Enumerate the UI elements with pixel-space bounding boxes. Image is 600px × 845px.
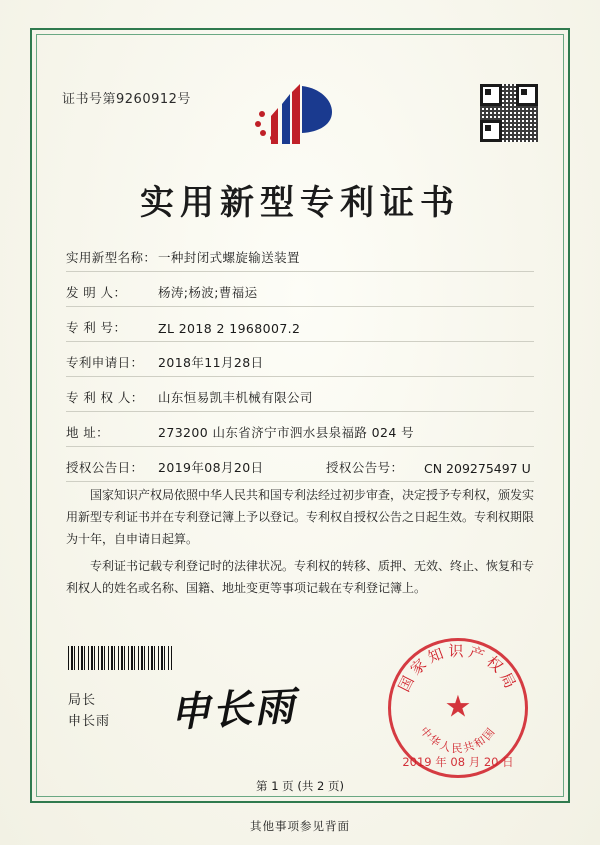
field-label: 专利申请日： <box>66 355 144 370</box>
field-value: 山东恒易凯丰机械有限公司 <box>158 390 313 405</box>
field-value: 273200 山东省济宁市泗水县泉福路 024 号 <box>158 425 414 440</box>
field-row-patentee <box>66 388 534 412</box>
svg-text:国家知识产权局: 国家知识产权局 <box>394 642 522 695</box>
legal-text <box>66 484 534 603</box>
field-row-grant-announcement <box>66 458 534 482</box>
legal-paragraph-1: 国家知识产权局依照中华人民共和国专利法经过初步审查，决定授予专利权，颁发实用新型专利证书并在专利登记簿上予以登记。专利权自授权公告之日起生效。专利权期限为十年，自申请日起算。 <box>66 488 535 547</box>
handwritten-signature: 申长雨 <box>169 682 298 737</box>
barcode-icon <box>68 646 172 670</box>
signature-block <box>68 690 110 733</box>
field-label: 专 利 号： <box>66 320 127 335</box>
field-label: 地 址： <box>66 425 110 440</box>
border-corner-top-left <box>30 28 54 52</box>
field-row-application-date <box>66 353 534 377</box>
back-page-note: 其他事项参见背面 <box>250 819 350 833</box>
field-row-inventor <box>66 283 534 307</box>
border-corner-top-right <box>546 28 570 52</box>
field-value: 杨涛;杨波;曹福运 <box>158 285 258 300</box>
page-title: 实用新型专利证书 <box>140 183 460 223</box>
field-label: 发 明 人： <box>66 285 127 300</box>
director-name-label: 申长雨 <box>68 714 111 730</box>
field-label: 授权公告日： <box>66 460 144 475</box>
field-value: 一种封闭式螺旋输送装置 <box>158 250 300 265</box>
field-value: ZL 2018 2 1968007.2 <box>158 321 301 336</box>
qr-code-icon <box>480 84 538 142</box>
director-title-label: 局长 <box>68 693 97 708</box>
field-value: 2018年11月28日 <box>158 355 264 370</box>
certificate-number: 证书号第9260912号 <box>62 92 191 107</box>
patent-emblem-icon <box>240 78 360 156</box>
page-number: 第 1 页 (共 2 页) <box>256 779 344 793</box>
legal-paragraph-2: 专利证书记载专利登记时的法律状况。专利权的转移、质押、无效、终止、恢复和专利权人的姓名或名称、国籍、地址变更等事项记载在专利登记簿上。 <box>66 558 535 595</box>
seal-emblem: ★ <box>444 689 472 725</box>
field-row-address <box>66 423 534 447</box>
official-red-seal-icon <box>388 638 528 778</box>
field-row-utility-model-name <box>66 248 534 272</box>
field-value-secondary: CN 209275497 U <box>424 461 531 476</box>
field-label: 实用新型名称： <box>66 250 157 265</box>
field-label: 专 利 权 人： <box>66 390 144 405</box>
certificate-fields <box>66 248 534 493</box>
seal-date: 2019 年 08 月 20 日 <box>402 755 514 769</box>
field-value: 2019年08月20日 <box>158 460 264 475</box>
field-label-secondary: 授权公告号： <box>326 460 404 475</box>
svg-text:中华人民共和国: 中华人民共和国 <box>417 724 499 755</box>
field-row-patent-number <box>66 318 534 342</box>
